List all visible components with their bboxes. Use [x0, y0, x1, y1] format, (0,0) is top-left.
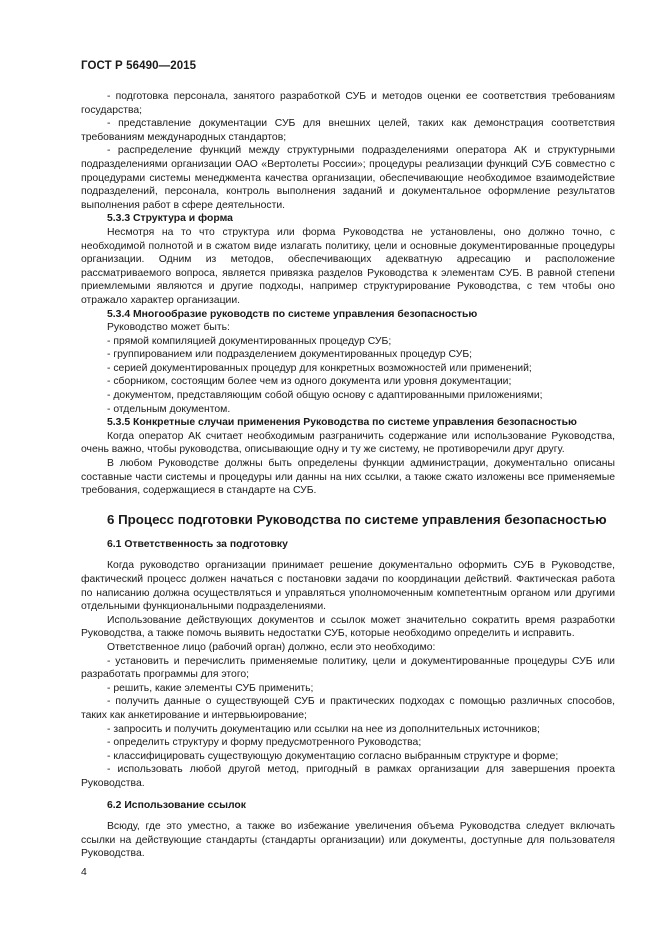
- section-6-1-title: 6.1 Ответственность за подготовку: [107, 538, 288, 550]
- page-content: [81, 90, 615, 861]
- section-6-2-title: 6.2 Использование ссылок: [107, 799, 246, 811]
- list-item: - серией документированных процедур для конкретных возможностей или применений;: [107, 362, 532, 374]
- section-5-3-3-title: 5.3.3 Структура и форма: [107, 213, 233, 225]
- section-5-3-4-intro: Руководство может быть:: [107, 322, 230, 334]
- list-item: - установить и перечислить применяемые политику, цели и документированные процедуры СУБ или разработать программы для этого;: [81, 655, 615, 681]
- list-item: - запросить и получить документацию или ссылки на нее из дополнительных источников;: [107, 723, 540, 735]
- list-item: - решить, какие элементы СУБ применить;: [107, 682, 314, 694]
- section-6-1-paragraph: Ответственное лицо (рабочий орган) должно, если это необходимо:: [107, 641, 436, 653]
- section-5-3-5-paragraph: Когда оператор АК считает необходимым разграничить содержание или использование Руководства, очень важно, чтобы руководства, описывающие одну и ту же систему, не противоречили друг другу.: [81, 430, 615, 456]
- standard-header: ГОСТ Р 56490—2015: [81, 60, 197, 72]
- list-item: - использовать любой другой метод, пригодный в рамках организации для завершения проекта Руководства.: [81, 764, 615, 789]
- list-item: - отдельным документом.: [107, 403, 231, 415]
- section-6-1-paragraph: Использование действующих документов и ссылок может значительно сократить время разработки Руководства, а также помочь выявить недостатки СУБ, которые необходимо определить и исправить.: [81, 614, 615, 640]
- section-5-3-5-paragraph: В любом Руководстве должны быть определены функции администрации, документально описаны составные части системы и процедуры или данны на них ссылки, а также сжато изложены все применяемые требования, содержащиеся в стандарте на СУБ.: [81, 458, 615, 497]
- list-item: - определить структуру и форму предусмотренного Руководства;: [107, 737, 422, 749]
- list-item: - документом, представляющим собой общую основу с адаптированными приложениями;: [107, 390, 543, 402]
- list-item: - получить данные о существующей СУБ и практических подходах с помощью различных способов, таких как анкетирование и интервьюирование;: [81, 696, 615, 721]
- list-item: - прямой компиляцией документированных процедур СУБ;: [107, 335, 392, 347]
- list-item: - группированием или подразделением документированных процедур СУБ;: [107, 349, 473, 361]
- section-5-3-4-title: 5.3.4 Многообразие руководств по системе управления безопасностью: [107, 308, 478, 320]
- section-6-title: 6 Процесс подготовки Руководства по системе управления безопасностью: [107, 511, 607, 527]
- section-5-3-5-title: 5.3.5 Конкретные случаи применения Руководства по системе управления безопасностью: [107, 417, 577, 429]
- spacer: [81, 791, 615, 799]
- page-number: 4: [81, 867, 87, 878]
- list-item: - классифицировать существующую документацию согласно выбранным структуре и форме;: [107, 750, 559, 762]
- section-6-1-paragraph: Когда руководство организации принимает решение документально оформить СУБ в Руководстве, фактический процесс должен начаться с постановки задачи по координации действий. Фактическая работа по написанию должна осуществляться и управляться уполномоченным компетентным органом или другими отдельными функциональными подразделениями.: [81, 560, 615, 613]
- list-item: - представление документации СУБ для внешних целей, таких как демонстрация соответствия требованиям международных стандартов;: [81, 118, 615, 143]
- section-5-3-3-text: Несмотря на то что структура или форма Руководства не установлены, оно должно точно, с необходимой полнотой и в сжатом виде излагать политику, цели и основные документированные процедуры организации. Одним из методов, обеспечивающих адекватную адресацию и расположение рассматриваемого вопроса, является привязка разделов Руководства к элементам СУБ. В равной степени приемлемыми являются и другие подходы, например структурирование Руководства, с тем чтобы оно отражало характер организации.: [81, 226, 615, 306]
- section-6-2-text: Всюду, где это уместно, а также во избежание увеличения объема Руководства следует включать ссылки на действующие стандарты (стандарты организации) или документы, доступные для пользователя Руководства.: [81, 821, 615, 860]
- list-item: - распределение функций между структурными подразделениями оператора АК и структурными подразделениями организации ОАО «Вертолеты России»; процедуры реализации функций СУБ совместно с процедурами системы менеджмента качества организации, обеспечивающие необходимое взаимодействие подразделений, персонала, контроль выполнения заданий и документальное оформление результатов выполнения работ в сфере деятельности.: [81, 145, 615, 211]
- list-item: - сборником, состоящим более чем из одного документа или уровня документации;: [107, 376, 512, 388]
- list-item: - подготовка персонала, занятого разработкой СУБ и методов оценки ее соответствия требованиям государства;: [81, 91, 615, 116]
